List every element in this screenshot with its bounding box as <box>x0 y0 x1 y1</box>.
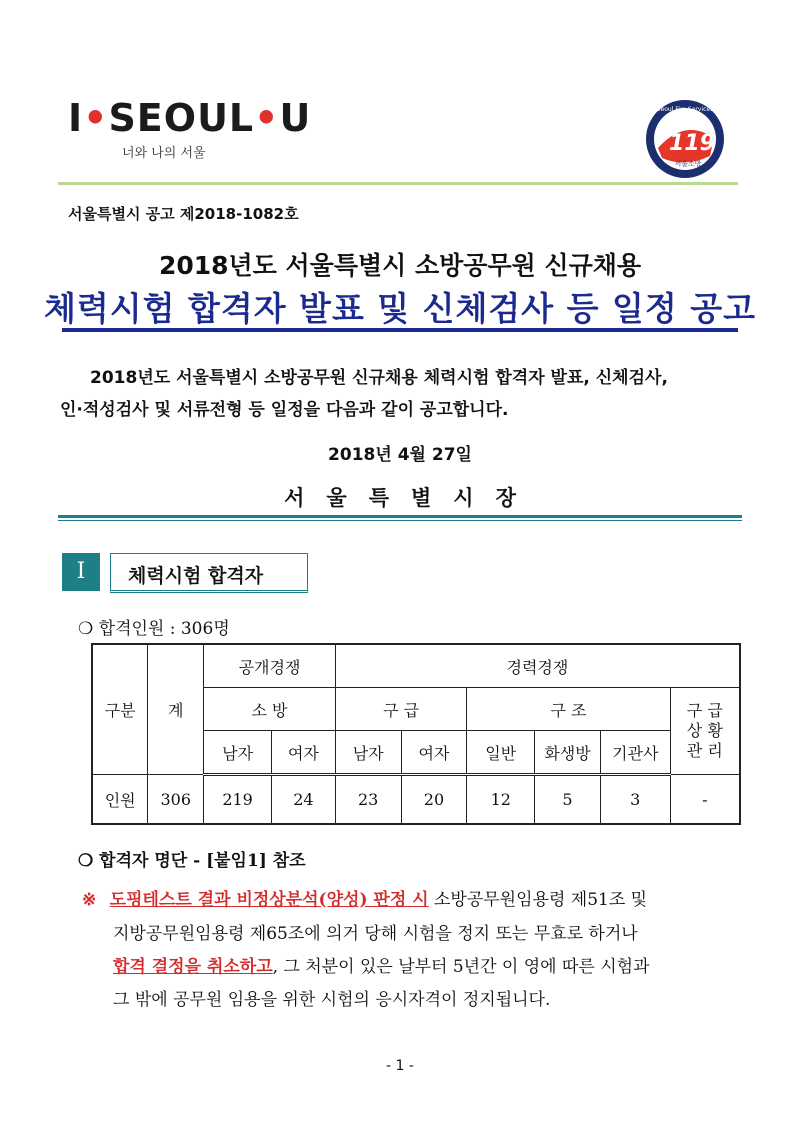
cell-value: 20 <box>401 775 467 825</box>
header-fire: 소 방 <box>204 688 336 731</box>
document-title: 2018년도 서울특별시 소방공무원 신규채용 <box>158 251 642 280</box>
section-number: I <box>62 553 100 591</box>
notice-number: 서울특별시 공고 제2018-1082호 <box>68 205 299 223</box>
header-emergency: 구 급 <box>335 688 467 731</box>
seoul-logo: I•SEOUL•U <box>68 96 312 140</box>
cell-value: 219 <box>204 775 272 825</box>
row-label: 인원 <box>92 775 148 825</box>
pass-table <box>91 643 741 825</box>
section-title: 체력시험 합격자 <box>128 565 264 587</box>
issuer: 서울특별시장 <box>284 486 538 510</box>
section-divider <box>58 515 742 518</box>
cell-value: 5 <box>535 775 601 825</box>
cell-value: - <box>670 775 740 825</box>
svg-text:119: 119 <box>669 131 715 156</box>
note-line-2: 지방공무원임용령 제65조에 의거 당해 시험을 정지 또는 무효로 하거나 <box>113 924 638 944</box>
svg-text:Seoul Fire Services: Seoul Fire Services <box>656 106 714 113</box>
cell-value: 12 <box>467 775 535 825</box>
header-emergency-mgmt: 구 급 상 황 관 리 <box>670 688 740 775</box>
logo-slogan: 너와 나의 서울 <box>122 146 206 161</box>
header-gubun: 구분 <box>92 644 148 775</box>
cell-value: 3 <box>600 775 670 825</box>
header-female: 여자 <box>272 731 336 775</box>
header-total: 계 <box>148 644 204 775</box>
header-rescue: 구 조 <box>467 688 670 731</box>
header-female: 여자 <box>401 731 467 775</box>
fire-service-emblem-icon <box>644 98 726 180</box>
intro-line-2: 인·적성검사 및 서류전형 등 일정을 다음과 같이 공고합니다. <box>60 400 509 420</box>
note-line-4: 그 밖에 공무원 임용을 위한 시험의 응시자격이 정지됩니다. <box>113 990 551 1010</box>
notice-date: 2018년 4월 27일 <box>328 445 472 465</box>
header-male: 남자 <box>335 731 401 775</box>
header-male: 남자 <box>204 731 272 775</box>
pass-count: ❍ 합격인원 : 306명 <box>78 619 230 639</box>
header-career: 경력경쟁 <box>335 644 740 688</box>
cell-value: 23 <box>335 775 401 825</box>
note-text: , 그 처분이 있은 날부터 5년간 이 영에 따른 시험과 <box>272 957 650 977</box>
pass-list-reference: ❍ 합격자 명단 - [붙임1] 참조 <box>78 851 306 871</box>
header-chem: 화생방 <box>535 731 601 775</box>
header-open: 공개경쟁 <box>204 644 336 688</box>
note-warning-red: 합격 결정을 취소하고 <box>113 957 273 977</box>
note-warning-red: 도핑테스트 결과 비정상분석(양성) 판정 시 <box>109 890 429 910</box>
note-text: 소방공무원임용령 제51조 및 <box>428 890 648 910</box>
page-number: - 1 - <box>386 1058 414 1074</box>
header-engineer: 기관사 <box>600 731 670 775</box>
note-line-3 <box>113 952 650 977</box>
title-underline <box>62 328 738 332</box>
note-mark: ※ <box>82 890 97 910</box>
svg-text:서울소방: 서울소방 <box>674 160 702 168</box>
header-general: 일반 <box>467 731 535 775</box>
note-line-1 <box>82 885 647 910</box>
intro-line-1: 2018년도 서울특별시 소방공무원 신규채용 체력시험 합격자 발표, 신체검사, <box>90 368 668 388</box>
section-divider-thin <box>58 520 742 521</box>
cell-total: 306 <box>148 775 204 825</box>
document-subtitle: 체력시험 합격자 발표 및 신체검사 등 일정 공고 <box>43 289 757 328</box>
cell-value: 24 <box>272 775 336 825</box>
header-divider <box>58 182 738 185</box>
